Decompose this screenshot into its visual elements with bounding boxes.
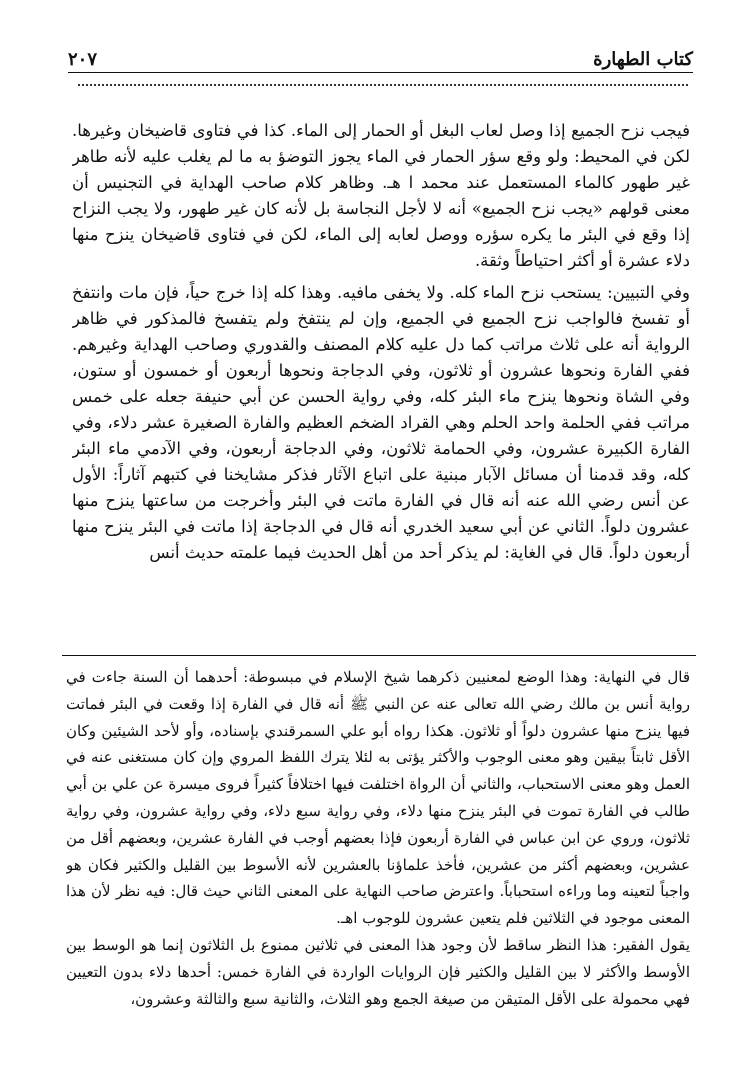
main-paragraph: فيجب نزح الجميع إذا وصل لعاب البغل أو الحمار إلى الماء. كذا في فتاوى قاضيخان وغيرها. لكن في المحيط: ولو وقع سؤر الحمار في الماء يجوز التوضؤ به ما لم يغلب عليه لأنه طاهر غير طهور كالماء المستعمل عند محمد ا هـ. وظاهر كلام صاحب الهداية في التجنيس أن معنى قولهم «يجب نزح الجميع» أنه لا لأجل النجاسة بل لأنه كان غير طهور، ولا يجب النزاح إذا وقع في البئر ما يكره سؤره ووصل لعابه إلى الماء، لكن في فتاوى قاضيخان ينزح منها دلاء عشرة أو أكثر احتياطاً وثقة. bbox=[72, 121, 690, 270]
main-text bbox=[72, 118, 690, 648]
footnote-text bbox=[66, 664, 690, 1074]
page-header bbox=[68, 40, 693, 73]
main-paragraph: وفي التبيين: يستحب نزح الماء كله. ولا يخفى مافيه. وهذا كله إذا خرج حياً، فإن مات وانتفخ أو تفسخ فالواجب نزح الجميع في الجميع، وإن لم ينتفخ ولم يتفسخ فالمذكور في ظاهر الرواية أنه على ثلاث مراتب كما دل عليه كلام المصنف والقدوري وصاحب الهداية وغيرهم. ففي الفارة ونحوها عشرون أو ثلاثون، وفي الدجاجة ونحوها أربعون أو خمسون أو ستون، وفي الشاة ونحوها ينزح ماء البئر كله، وفي رواية الحسن عن أبي حنيفة جعله على خمس مراتب ففي الحلمة واحد الحلم وهي القراد الضخم العظيم والفارة الصغيرة عشر دلاء، وفي الفارة الكبيرة عشرون، وفي الحمامة ثلاثون، وفي الدجاجة أربعون، وفي الآدمي ماء البئر كله، وقد قدمنا أن مسائل الآبار مبنية على اتباع الآثار فذكر مشايخنا في كتبهم آثاراً: الأول عن أنس رضي الله عنه أنه قال في الفارة ماتت في البئر وأخرجت من ساعتها ينزح منها عشرون دلواً. الثاني عن أبي سعيد الخدري أنه قال في الدجاجة إذا ماتت في البئر ينزح منها أربعون دلواً. قال في الغاية: لم يذكر أحد من أهل الحديث فيما علمته حديث أنس bbox=[72, 283, 690, 562]
footnote-separator bbox=[62, 655, 696, 656]
footnote-paragraph: يقول الفقير: هذا النظر ساقط لأن وجود هذا المعنى في ثلاثين ممنوع بل الثلاثون إنما هو الوسط بين الأوسط والأكثر لا بين القليل والكثير فإن الروايات الواردة في الفارة خمس: أحدها دلاء بدون التعيين فهي محمولة على الأقل المتيقن من صيغة الجمع وهو الثلاث، والثانية سبع والثالثة وعشرون، bbox=[66, 935, 690, 1008]
dotted-divider bbox=[78, 84, 688, 86]
chapter-title: كتاب الطهارة bbox=[593, 49, 693, 70]
page-number: ٢٠٧ bbox=[68, 49, 98, 70]
footnote-paragraph: قال في النهاية: وهذا الوضع لمعنيين ذكرهما شيخ الإسلام في مبسوطة: أحدهما أن السنة جاءت في رواية أنس بن مالك رضي الله تعالى عنه عن النبي ﷺ أنه قال في الفارة إذا وقعت في البئر فماتت فيها ينزح منها عشرون دلواً أو ثلاثون. هكذا رواه أبو علي السمرقندي بإسناده، وأو لأحد الشيئين وكان الأقل ثابتاً بيقين وهو معنى الوجوب والأكثر يؤتى به لئلا يترك اللفظ المروي وإن كان مستغنى عنه في العمل وهو معنى الاستحباب، والثاني أن الرواة اختلفت فيها اختلافاً كثيراً فروى ميسرة عن علي بن أبي طالب في الفارة تموت في البئر ينزح منها دلاء، وفي رواية سبع دلاء، وفي رواية عشرون، وفي رواية ثلاثون، وروي عن ابن عباس في الفارة أربعون فإذا بعضهم أوجب في الفارة عشرين، وبعضهم أقل من عشرين، وبعضهم أكثر من عشرين، فأخذ علماؤنا بالعشرين لأنه الأسوط بين القليل والكثير فكان هو واجباً لتعينه وما وراءه استحباباً. واعترض صاحب النهاية على المعنى الثاني حيث قال: فيه نظر لأن هذا المعنى موجود في الثلاثين فلم يتعين عشرون للوجوب اهـ. bbox=[66, 668, 690, 928]
